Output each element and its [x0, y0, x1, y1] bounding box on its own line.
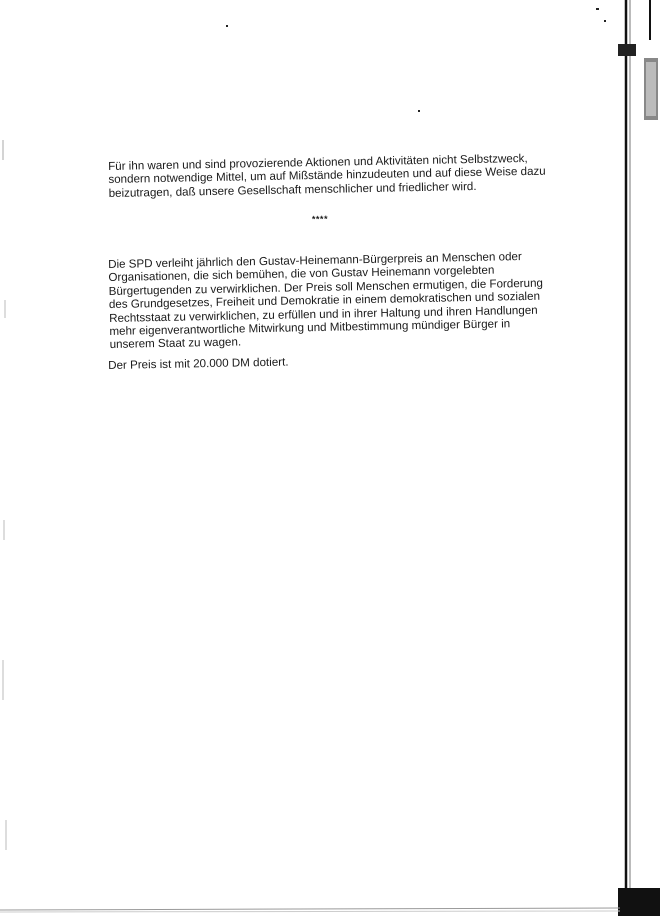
scan-edge-left — [0, 0, 20, 916]
scan-speck — [418, 110, 420, 112]
paragraph-prize-description: Die SPD verleiht jährlich den Gustav-Heinemann-Bürgerpreis an Menschen oder Organisationen, die sich bemühen, die von Gustav Heinemann vorgelebten Bürgertugenden zu verwirklichen. Der Preis soll Menschen ermutigen, die Forderung des Grundgesetzes, Freiheit und Demokratie in einem demokratischen und sozialen Rechtsstaat zu verwirklichen, zu erfüllen und in ihrer Haltung und ihren Handlungen mehr eigenverantwortliche Mitwirkung und Mitbestimmung mündiger Bürger in unserem Staat zu wagen. — [108, 250, 544, 352]
scan-edge-right — [614, 0, 660, 916]
scan-speck — [596, 8, 599, 10]
scan-speck — [604, 20, 606, 22]
paragraph-activism: Für ihn waren und sind provozierende Aktionen und Aktivitäten nicht Selbstzweck, sondern notwendige Mittel, um auf Mißstände hinzudeuten und auf diese Weise dazu beizutragen, daß unsere Gesellschaft menschlicher und friedlicher wird. — [108, 151, 546, 200]
paragraph-prize-amount: Der Preis ist mit 20.000 DM dotiert. — [108, 355, 289, 372]
section-separator: **** — [311, 213, 329, 225]
scan-edge-bottom — [0, 896, 660, 916]
scan-speck — [226, 25, 228, 27]
